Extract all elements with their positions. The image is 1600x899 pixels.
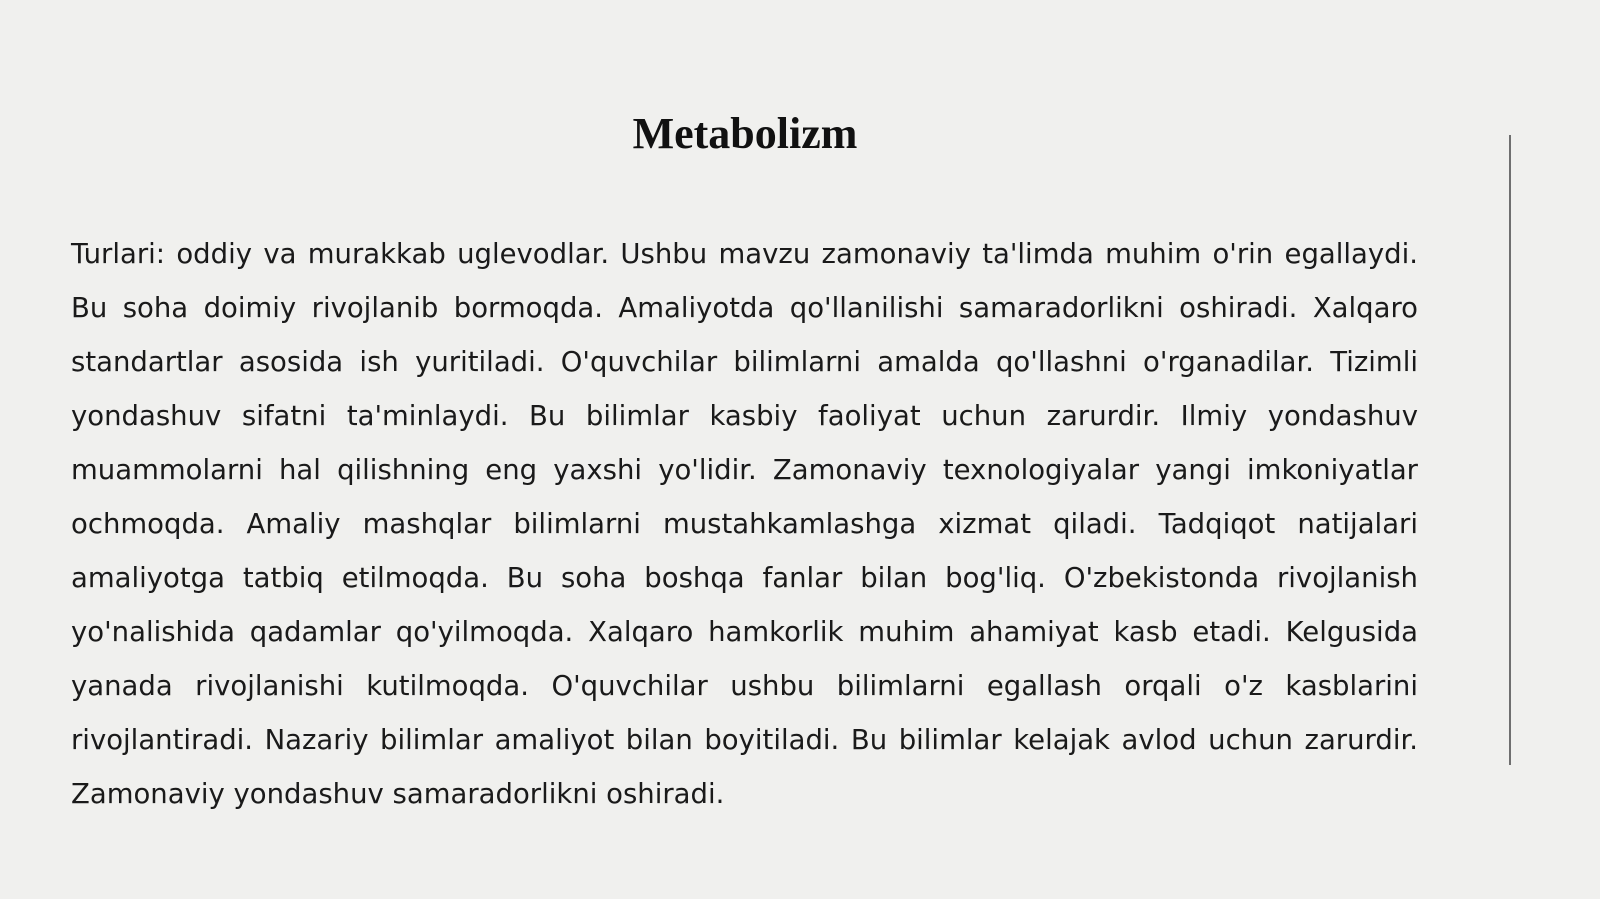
slide-body-text: Turlari: oddiy va murakkab uglevodlar. Ushbu mavzu zamonaviy ta'limda muhim o'rin egallaydi. Bu soha doimiy rivojlanib bormoqda. Amaliyotda qo'llanilishi samaradorlikni oshiradi. Xalqaro standartlar asosida ish yuritiladi. O'quvchilar bilimlarni amalda qo'llashni o'rganadilar. Tizimli yondashuv sifatni ta'minlaydi. Bu bilimlar kasbiy faoliyat uchun zarurdir. Ilmiy yondashuv muammolarni hal qilishning eng yaxshi yo'lidir. Zamonaviy texnologiyalar yangi imkoniyatlar ochmoqda. Amaliy mashqlar bilimlarni mustahkamlashga xizmat qiladi. Tadqiqot natijalari amaliyotga tatbiq etilmoqda. Bu soha boshqa fanlar bilan bog'liq. O'zbekistonda rivojlanish yo'nalishida qadamlar qo'yilmoqda. Xalqaro hamkorlik muhim ahamiyat kasb etadi. Kelgusida yanada rivojlanishi kutilmoqda. O'quvchilar ushbu bilimlarni egallash orqali o'z kasblarini rivojlantiradi. Nazariy bilimlar amaliyot bilan boyitiladi. Bu bilimlar kelajak avlod uchun zarurdir. Zamonaviy yondashuv samaradorlikni oshiradi. xyxy=(71,238,1418,810)
slide-title: Metabolizm xyxy=(632,109,858,158)
vertical-divider xyxy=(1509,135,1511,765)
